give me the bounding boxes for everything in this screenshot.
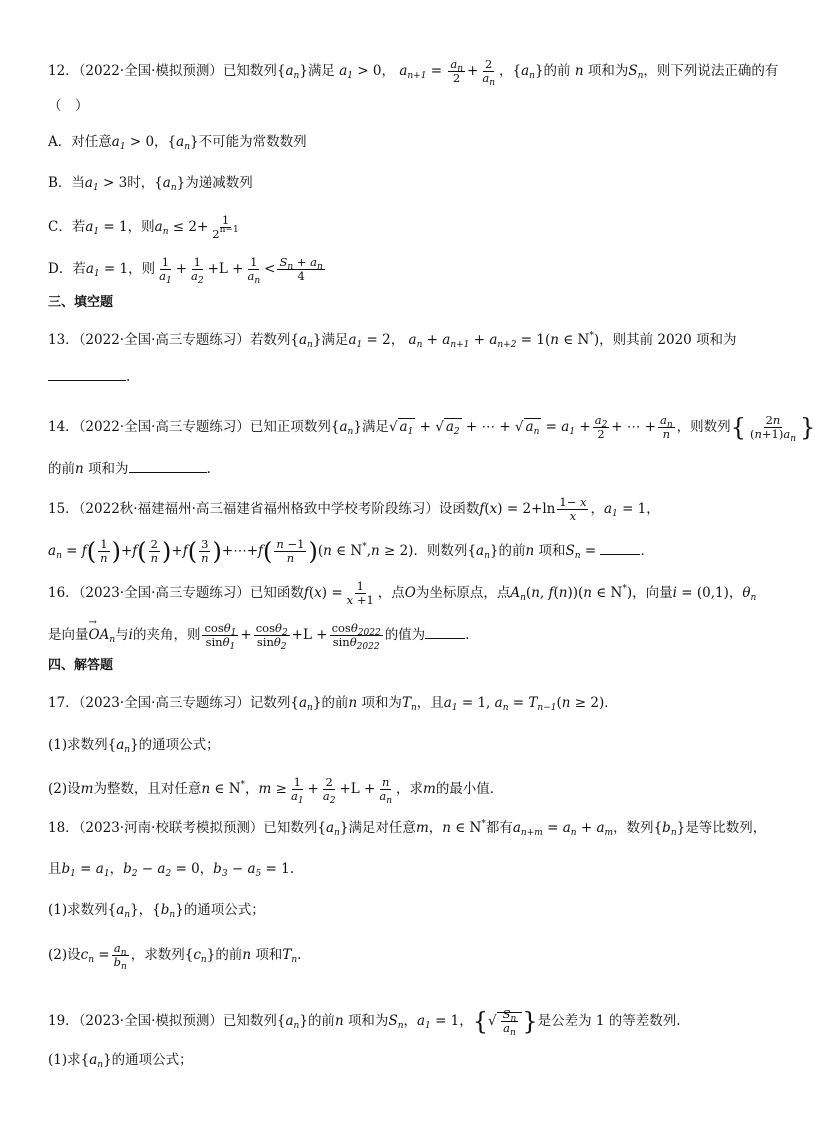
fraction: $\frac{2}{a_n}$ xyxy=(482,57,495,88)
fraction: $\frac{2}{a_2}$ xyxy=(322,775,336,806)
q17-part1: (1)求数列$\{a_n\}$的通项公式； xyxy=(48,737,220,755)
fraction: $\frac{1- x}{x}$ xyxy=(559,495,587,523)
fraction: $\frac{S_n + a_n}{4}$ xyxy=(279,255,323,283)
fraction: $\frac{\cos\theta_1}{\sin\theta_1}$ xyxy=(204,621,237,652)
section-solutions: 四、解答题 xyxy=(48,658,114,673)
fraction: $\frac{1}{n}$ xyxy=(100,537,108,565)
q16-tail: 是向量→ $OA_n$与i的夹角，则 $\frac{\cos\theta_1}{\sin\theta_1}$ + $\frac{\cos\theta_2}{\sin\theta_2}$ +L + $\frac{\cos\theta_{2022}}{\sin\theta_{2022}}$ 的值为 ． xyxy=(48,622,754,649)
q14-tail: 的前n 项和为 . xyxy=(48,458,754,479)
q18-stem: 18．（2023·河南·校联考模拟预测）已知数列$\{a_n\}$满足对任意m，n ∈ N*都有$a_{n+m} = a_n + a_m$，数列$\{b_n\}$是等比数列， xyxy=(48,819,767,838)
fraction: $\frac{a_n}{n}$ xyxy=(660,413,673,441)
fraction: $\frac{n -1}{n}$ xyxy=(276,537,305,565)
q13-stem: 13．（2022·全国·高三专题练习）若数列$\{a_n\}$满足$a_1 = 2$， $a_n + a_{n+1} + a_{n+2} = 1(n$ ∈ N*)，则其前 2020 项和为 xyxy=(48,331,737,350)
fraction: $\frac{\cos\theta_{2022}}{\sin\theta_{2022}}$ xyxy=(331,621,381,652)
fraction: $\frac{3}{n}$ xyxy=(201,537,209,565)
fraction: $\frac{1}{x +1}$ xyxy=(346,579,374,607)
fraction: $\frac{a_n}{b_n}$ xyxy=(113,941,127,972)
fraction: $\frac{2}{n}$ xyxy=(150,537,159,565)
q17-stem: 17．（2023·全国·高三专题练习）记数列$\{a_n\}$的前n 项和为$T_n$，且$a_1 = 1$, $a_n = T_{n-1}(n \ge 2)$． xyxy=(48,695,618,713)
fraction: $\frac{a_n}{2}$ xyxy=(450,57,464,85)
q13-answer-blank[interactable]: . xyxy=(48,366,754,387)
q19-part1: (1)求$\{a_n\}$的通项公式； xyxy=(48,1052,193,1070)
q12-stem: 12．（2022·全国·模拟预测）已知数列$\{a_n\}$满足 $a_1 > 0$， $a_{n+1}$ = $\frac{a_n}{2}$ + $\frac{2}{a_n}$ ，$\{a_n\}$的前 n 项和为$S_n$，则下列说法正确的有 xyxy=(48,57,779,88)
q18-part2: (2)设$c_n$ = $\frac{a_n}{b_n}$ ，求数列$\{c_n\}$的前n 项和$T_n$. xyxy=(48,941,302,972)
q18-conditions: 且$b_1 = a_1$，$b_2 - a_2 = 0$，$b_3 - a_5 = 1$. xyxy=(48,861,295,879)
fraction: $\frac{S_n}{a_n}$ xyxy=(502,1007,517,1038)
q12-option-b: B．当$a_1 > 3$时，$\{a_n\}$为递减数列 xyxy=(48,175,253,193)
q15-stem: 15．（2022秋·福建福州·高三福建省福州格致中学校考阶段练习）设函数f(x) = 2+ln $\frac{1- x}{x}$ ，$a_1 = 1$， xyxy=(48,495,660,523)
fraction: $\frac{2n}{(n+1)a_n}$ xyxy=(749,413,796,444)
q12-source: （2022·全国·模拟预测） xyxy=(78,63,223,79)
q17-part2: (2)设m为整数，且对任意n ∈ N*，m ≥ $\frac{1}{a_1}$ + $\frac{2}{a_2}$ +L + $\frac{n}{a_n}$ ，求m的最小值． xyxy=(48,775,504,806)
q19-stem: 19．（2023·全国·模拟预测）已知数列$\{a_n\}$的前n 项和为$S_n$，$a_1 = 1$，{√ $\frac{S_n}{a_n}$ }是公差为 1 的等差数列. xyxy=(48,1007,681,1038)
fraction: $\frac{1}{2^{n-1}}$ xyxy=(212,213,239,241)
answer-blank[interactable] xyxy=(48,366,126,381)
fraction: $\frac{1}{a_n}$ xyxy=(247,255,261,286)
q16-stem: 16．（2023·全国·高三专题练习）已知函数f(x) = $\frac{1}{x +1}$ ，点O为坐标原点，点$A_n(n$, f(n))(n ∈ N*)，向量i = (0,1)，$\theta_n$ xyxy=(48,579,757,607)
answer-blank[interactable] xyxy=(129,458,207,473)
fraction: $\frac{1}{a_1}$ xyxy=(290,775,304,806)
q14-stem: 14．（2022·全国·高三专题练习）已知正项数列$\{a_n\}$满足√ $a_1$ + √ $a_2$ + ⋯ + √ $a_n = a_1$ + $\frac{a_2}{2}$ + ⋯ + $\frac{a_n}{n}$ ，则数列{ $\frac{2n}{(n+1)a_n}$ } xyxy=(48,413,815,444)
answer-blank[interactable] xyxy=(600,540,640,555)
section-fill-in: 三、填空题 xyxy=(48,295,114,310)
fraction: $\frac{1}{a_2}$ xyxy=(191,255,204,286)
q12-option-c: C．若$a_1 = 1$，则$a_n \le 2+$ $\frac{1}{2^{n-1}}$ xyxy=(48,213,239,241)
fraction: $\frac{n}{a_n}$ xyxy=(379,775,392,806)
q15-formula: $a_n = f$( $\frac{1}{n}$ )+f( $\frac{2}{n}$ )+f( $\frac{3}{n}$ )+⋯+f( $\frac{n -1}{n}$ )(n ∈ N*,n ≥ 2)．则数列$\{a_n\}$的前n 项和$S_n$ = ． xyxy=(48,537,654,566)
fraction: $\frac{1}{a_1}$ xyxy=(159,255,172,286)
q12-paren: （ ） xyxy=(48,98,89,114)
q12-number: 12． xyxy=(48,63,79,79)
q12-option-a: A．对任意$a_1 > 0$，$\{a_n\}$不可能为常数数列 xyxy=(48,134,307,152)
q18-part1: (1)求数列$\{a_n\}$，$\{b_n\}$的通项公式； xyxy=(48,902,265,920)
fraction: $\frac{a_2}{2}$ xyxy=(594,413,608,441)
q12-option-d: D．若$a_1 = 1$，则 $\frac{1}{a_1}$ + $\frac{1}{a_2}$ +L + $\frac{1}{a_n}$ < $\frac{S_n + a_n}{4}$ xyxy=(48,255,323,286)
fraction: $\frac{\cos\theta_2}{\sin\theta_2}$ xyxy=(255,621,288,652)
answer-blank[interactable] xyxy=(425,624,465,639)
